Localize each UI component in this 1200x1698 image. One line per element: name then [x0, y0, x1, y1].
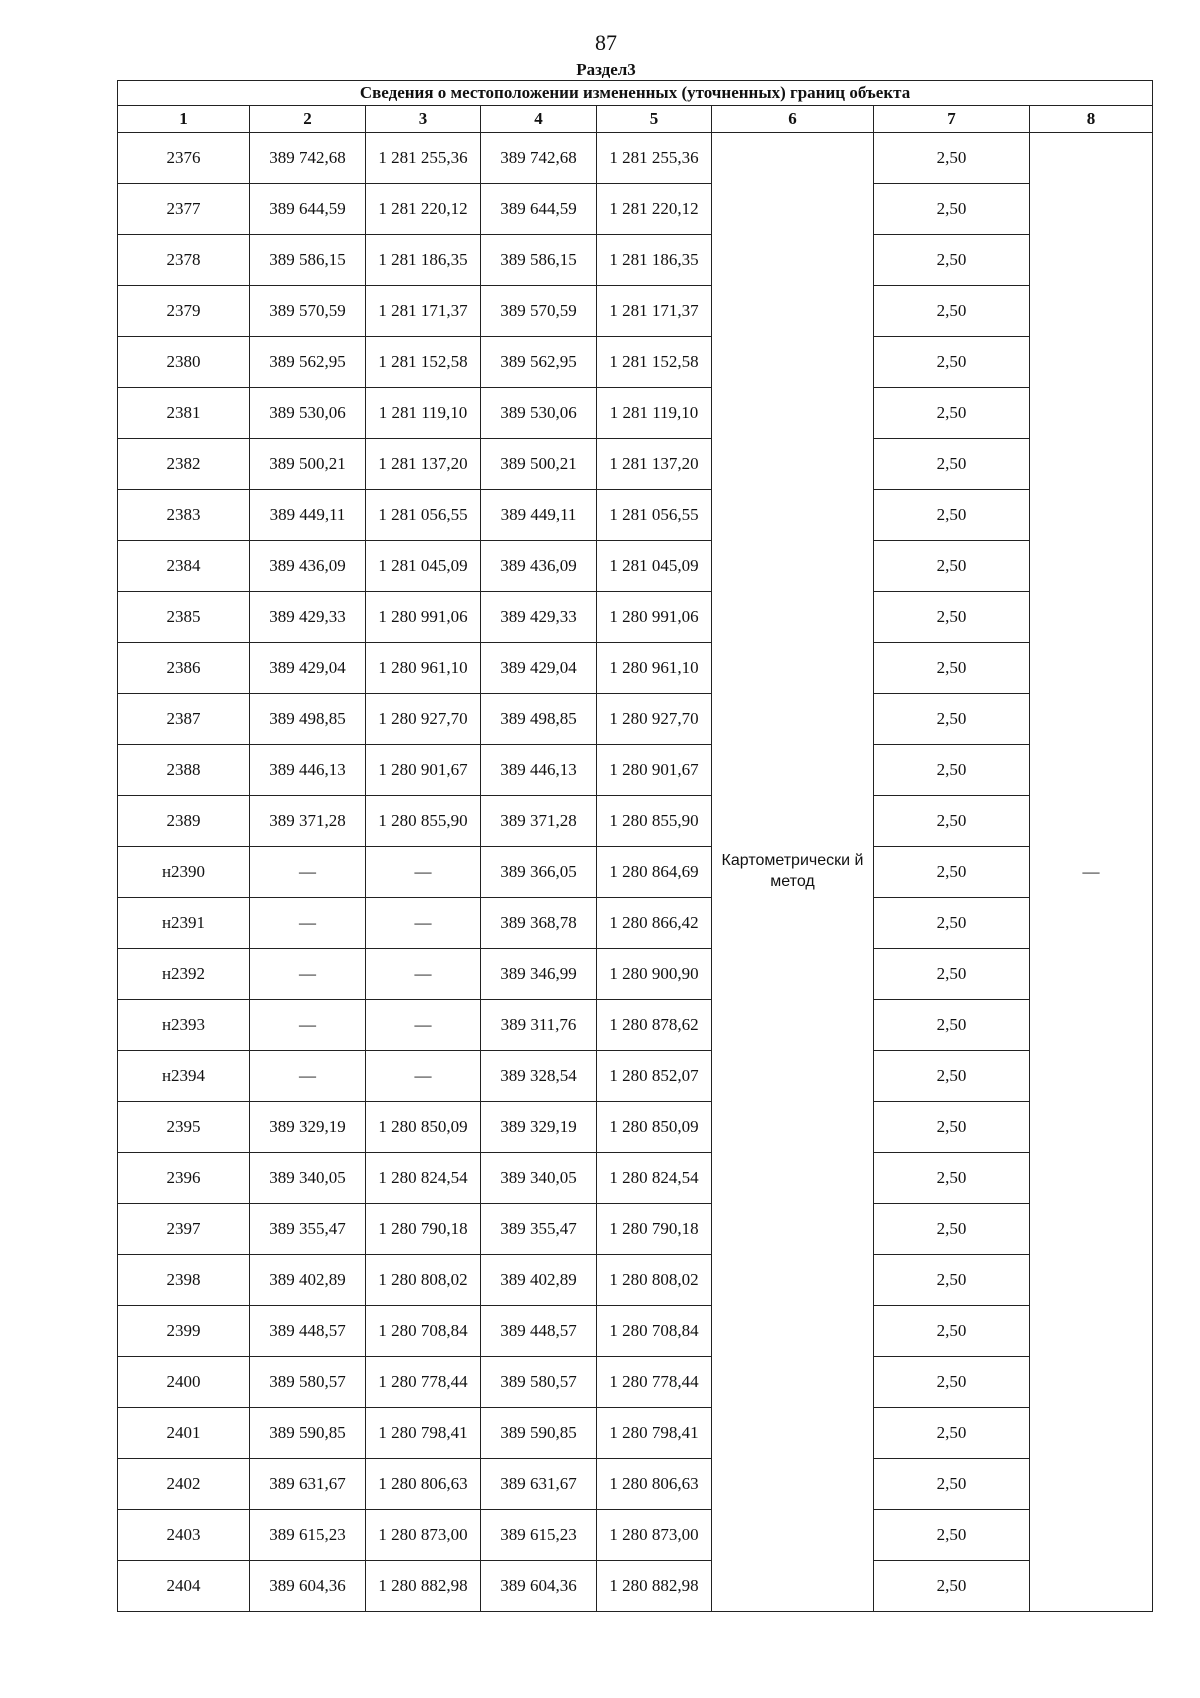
new-x-cell: 389 340,05 [481, 1153, 597, 1204]
column-number: 2 [250, 106, 366, 133]
new-x-cell: 389 402,89 [481, 1255, 597, 1306]
new-x-cell: 389 366,05 [481, 847, 597, 898]
new-y-cell: 1 281 255,36 [597, 133, 712, 184]
new-x-cell: 389 328,54 [481, 1051, 597, 1102]
old-y-cell: 1 281 171,37 [366, 286, 481, 337]
point-number-cell: н2391 [118, 898, 250, 949]
new-x-cell: 389 631,67 [481, 1459, 597, 1510]
old-y-cell: 1 281 056,55 [366, 490, 481, 541]
old-x-cell: 389 340,05 [250, 1153, 366, 1204]
table-row [118, 490, 1153, 541]
old-x-cell: — [250, 898, 366, 949]
new-y-cell: 1 280 882,98 [597, 1561, 712, 1612]
new-y-cell: 1 281 152,58 [597, 337, 712, 388]
table-row [118, 1153, 1153, 1204]
new-x-cell: 389 562,95 [481, 337, 597, 388]
table-row [118, 388, 1153, 439]
table-row [118, 439, 1153, 490]
old-x-cell: 389 570,59 [250, 286, 366, 337]
new-x-cell: 389 604,36 [481, 1561, 597, 1612]
old-y-cell: 1 281 186,35 [366, 235, 481, 286]
new-y-cell: 1 280 824,54 [597, 1153, 712, 1204]
table-row [118, 1102, 1153, 1153]
table-row [118, 235, 1153, 286]
table-row [118, 1357, 1153, 1408]
point-number-cell: 2378 [118, 235, 250, 286]
point-number-cell: 2379 [118, 286, 250, 337]
point-number-cell: 2382 [118, 439, 250, 490]
accuracy-cell: 2,50 [874, 184, 1030, 235]
new-x-cell: 389 586,15 [481, 235, 597, 286]
point-number-cell: 2402 [118, 1459, 250, 1510]
point-number-cell: 2387 [118, 694, 250, 745]
point-number-cell: 2385 [118, 592, 250, 643]
point-number-cell: 2376 [118, 133, 250, 184]
point-number-cell: 2386 [118, 643, 250, 694]
old-y-cell: — [366, 949, 481, 1000]
old-x-cell: 389 590,85 [250, 1408, 366, 1459]
old-y-cell: 1 281 152,58 [366, 337, 481, 388]
new-y-cell: 1 280 806,63 [597, 1459, 712, 1510]
table-row [118, 133, 1153, 184]
new-x-cell: 389 580,57 [481, 1357, 597, 1408]
table-row [118, 1459, 1153, 1510]
new-y-cell: 1 281 171,37 [597, 286, 712, 337]
old-y-cell: 1 280 798,41 [366, 1408, 481, 1459]
old-y-cell: 1 281 137,20 [366, 439, 481, 490]
page-number: 87 [595, 30, 617, 55]
method-cell: Картометрически й метод [712, 133, 874, 1612]
new-x-cell: 389 570,59 [481, 286, 597, 337]
accuracy-cell: 2,50 [874, 1204, 1030, 1255]
table-row [118, 1255, 1153, 1306]
table-row [118, 184, 1153, 235]
new-y-cell: 1 280 866,42 [597, 898, 712, 949]
new-y-cell: 1 280 708,84 [597, 1306, 712, 1357]
new-x-cell: 389 498,85 [481, 694, 597, 745]
old-x-cell: 389 449,11 [250, 490, 366, 541]
point-number-cell: 2388 [118, 745, 250, 796]
old-x-cell: 389 402,89 [250, 1255, 366, 1306]
new-y-cell: 1 280 855,90 [597, 796, 712, 847]
accuracy-cell: 2,50 [874, 1306, 1030, 1357]
new-x-cell: 389 446,13 [481, 745, 597, 796]
old-x-cell: 389 429,04 [250, 643, 366, 694]
point-number-cell: 2384 [118, 541, 250, 592]
old-x-cell: 389 530,06 [250, 388, 366, 439]
table-row [118, 1000, 1153, 1051]
accuracy-cell: 2,50 [874, 796, 1030, 847]
table-row [118, 592, 1153, 643]
section-title: Раздел3 [576, 60, 636, 79]
old-y-cell: 1 280 808,02 [366, 1255, 481, 1306]
column-number: 3 [366, 106, 481, 133]
old-x-cell: 389 631,67 [250, 1459, 366, 1510]
old-y-cell: 1 280 824,54 [366, 1153, 481, 1204]
accuracy-cell: 2,50 [874, 1000, 1030, 1051]
old-x-cell: — [250, 847, 366, 898]
new-x-cell: 389 329,19 [481, 1102, 597, 1153]
column-number: 6 [712, 106, 874, 133]
new-y-cell: 1 280 991,06 [597, 592, 712, 643]
table-row [118, 1051, 1153, 1102]
new-x-cell: 389 448,57 [481, 1306, 597, 1357]
point-number-cell: 2399 [118, 1306, 250, 1357]
new-y-cell: 1 281 119,10 [597, 388, 712, 439]
new-x-cell: 389 449,11 [481, 490, 597, 541]
new-x-cell: 389 429,04 [481, 643, 597, 694]
old-y-cell: — [366, 898, 481, 949]
old-x-cell: — [250, 1051, 366, 1102]
old-x-cell: 389 436,09 [250, 541, 366, 592]
accuracy-cell: 2,50 [874, 694, 1030, 745]
accuracy-cell: 2,50 [874, 439, 1030, 490]
old-x-cell: 389 498,85 [250, 694, 366, 745]
accuracy-cell: 2,50 [874, 1408, 1030, 1459]
point-number-cell: 2398 [118, 1255, 250, 1306]
table-row [118, 796, 1153, 847]
old-y-cell: — [366, 847, 481, 898]
point-number-cell: 2381 [118, 388, 250, 439]
table-row [118, 1408, 1153, 1459]
new-x-cell: 389 590,85 [481, 1408, 597, 1459]
new-y-cell: 1 280 778,44 [597, 1357, 712, 1408]
old-x-cell: 389 562,95 [250, 337, 366, 388]
new-y-cell: 1 280 798,41 [597, 1408, 712, 1459]
table-row [118, 1306, 1153, 1357]
new-x-cell: 389 500,21 [481, 439, 597, 490]
point-number-cell: 2397 [118, 1204, 250, 1255]
old-y-cell: 1 280 708,84 [366, 1306, 481, 1357]
old-x-cell: — [250, 949, 366, 1000]
column-number: 1 [118, 106, 250, 133]
new-x-cell: 389 644,59 [481, 184, 597, 235]
new-y-cell: 1 280 927,70 [597, 694, 712, 745]
old-y-cell: — [366, 1051, 481, 1102]
accuracy-cell: 2,50 [874, 847, 1030, 898]
old-x-cell: 389 604,36 [250, 1561, 366, 1612]
accuracy-cell: 2,50 [874, 898, 1030, 949]
new-y-cell: 1 281 137,20 [597, 439, 712, 490]
old-x-cell: — [250, 1000, 366, 1051]
new-x-cell: 389 530,06 [481, 388, 597, 439]
new-x-cell: 389 429,33 [481, 592, 597, 643]
accuracy-cell: 2,50 [874, 592, 1030, 643]
old-y-cell: 1 280 855,90 [366, 796, 481, 847]
table-row [118, 1204, 1153, 1255]
accuracy-cell: 2,50 [874, 643, 1030, 694]
new-x-cell: 389 742,68 [481, 133, 597, 184]
new-y-cell: 1 280 961,10 [597, 643, 712, 694]
new-y-cell: 1 280 808,02 [597, 1255, 712, 1306]
accuracy-cell: 2,50 [874, 286, 1030, 337]
new-y-cell: 1 280 878,62 [597, 1000, 712, 1051]
point-number-cell: 2395 [118, 1102, 250, 1153]
column8-cell: — [1030, 133, 1153, 1612]
new-y-cell: 1 281 186,35 [597, 235, 712, 286]
point-number-cell: 2403 [118, 1510, 250, 1561]
accuracy-cell: 2,50 [874, 388, 1030, 439]
old-y-cell: 1 280 901,67 [366, 745, 481, 796]
accuracy-cell: 2,50 [874, 541, 1030, 592]
old-x-cell: 389 644,59 [250, 184, 366, 235]
new-y-cell: 1 280 852,07 [597, 1051, 712, 1102]
old-x-cell: 389 355,47 [250, 1204, 366, 1255]
accuracy-cell: 2,50 [874, 235, 1030, 286]
old-y-cell: 1 280 882,98 [366, 1561, 481, 1612]
table-row [118, 286, 1153, 337]
new-y-cell: 1 280 864,69 [597, 847, 712, 898]
point-number-cell: 2401 [118, 1408, 250, 1459]
old-y-cell: 1 280 961,10 [366, 643, 481, 694]
old-x-cell: 389 500,21 [250, 439, 366, 490]
new-x-cell: 389 311,76 [481, 1000, 597, 1051]
old-y-cell: 1 280 873,00 [366, 1510, 481, 1561]
new-y-cell: 1 280 900,90 [597, 949, 712, 1000]
accuracy-cell: 2,50 [874, 490, 1030, 541]
new-y-cell: 1 281 220,12 [597, 184, 712, 235]
old-x-cell: 389 329,19 [250, 1102, 366, 1153]
table-row [118, 898, 1153, 949]
point-number-cell: 2377 [118, 184, 250, 235]
new-y-cell: 1 281 045,09 [597, 541, 712, 592]
coordinates-table [117, 80, 1153, 1612]
new-y-cell: 1 281 056,55 [597, 490, 712, 541]
old-x-cell: 389 615,23 [250, 1510, 366, 1561]
old-x-cell: 389 580,57 [250, 1357, 366, 1408]
accuracy-cell: 2,50 [874, 1561, 1030, 1612]
point-number-cell: н2390 [118, 847, 250, 898]
old-y-cell: 1 280 927,70 [366, 694, 481, 745]
old-y-cell: 1 280 806,63 [366, 1459, 481, 1510]
accuracy-cell: 2,50 [874, 1255, 1030, 1306]
table-row [118, 1510, 1153, 1561]
accuracy-cell: 2,50 [874, 1102, 1030, 1153]
point-number-cell: н2392 [118, 949, 250, 1000]
point-number-cell: н2394 [118, 1051, 250, 1102]
column-number: 5 [597, 106, 712, 133]
old-y-cell: 1 280 790,18 [366, 1204, 481, 1255]
accuracy-cell: 2,50 [874, 133, 1030, 184]
old-y-cell: 1 281 255,36 [366, 133, 481, 184]
new-x-cell: 389 615,23 [481, 1510, 597, 1561]
accuracy-cell: 2,50 [874, 337, 1030, 388]
new-x-cell: 389 436,09 [481, 541, 597, 592]
new-y-cell: 1 280 850,09 [597, 1102, 712, 1153]
old-y-cell: 1 281 045,09 [366, 541, 481, 592]
point-number-cell: 2383 [118, 490, 250, 541]
table-row [118, 949, 1153, 1000]
new-y-cell: 1 280 873,00 [597, 1510, 712, 1561]
new-x-cell: 389 346,99 [481, 949, 597, 1000]
table-row [118, 337, 1153, 388]
point-number-cell: 2389 [118, 796, 250, 847]
old-y-cell: 1 280 850,09 [366, 1102, 481, 1153]
point-number-cell: н2393 [118, 1000, 250, 1051]
accuracy-cell: 2,50 [874, 1153, 1030, 1204]
old-x-cell: 389 371,28 [250, 796, 366, 847]
table-row [118, 643, 1153, 694]
old-x-cell: 389 742,68 [250, 133, 366, 184]
table-row [118, 1561, 1153, 1612]
accuracy-cell: 2,50 [874, 1459, 1030, 1510]
accuracy-cell: 2,50 [874, 949, 1030, 1000]
point-number-cell: 2380 [118, 337, 250, 388]
column-number: 7 [874, 106, 1030, 133]
table-caption: Сведения о местоположении измененных (уточненных) границ объекта [118, 81, 1153, 106]
point-number-cell: 2400 [118, 1357, 250, 1408]
column-number-row [118, 106, 1153, 133]
point-number-cell: 2396 [118, 1153, 250, 1204]
old-x-cell: 389 586,15 [250, 235, 366, 286]
new-y-cell: 1 280 790,18 [597, 1204, 712, 1255]
point-number-cell: 2404 [118, 1561, 250, 1612]
table-row [118, 847, 1153, 898]
column-number: 8 [1030, 106, 1153, 133]
new-y-cell: 1 280 901,67 [597, 745, 712, 796]
old-y-cell: 1 280 778,44 [366, 1357, 481, 1408]
table-row [118, 745, 1153, 796]
accuracy-cell: 2,50 [874, 1510, 1030, 1561]
new-x-cell: 389 371,28 [481, 796, 597, 847]
accuracy-cell: 2,50 [874, 745, 1030, 796]
new-x-cell: 389 368,78 [481, 898, 597, 949]
accuracy-cell: 2,50 [874, 1051, 1030, 1102]
old-x-cell: 389 448,57 [250, 1306, 366, 1357]
old-y-cell: 1 281 119,10 [366, 388, 481, 439]
old-y-cell: 1 280 991,06 [366, 592, 481, 643]
accuracy-cell: 2,50 [874, 1357, 1030, 1408]
old-x-cell: 389 446,13 [250, 745, 366, 796]
table-row [118, 541, 1153, 592]
table-body [118, 133, 1153, 1612]
table-row [118, 694, 1153, 745]
old-y-cell: 1 281 220,12 [366, 184, 481, 235]
old-x-cell: 389 429,33 [250, 592, 366, 643]
old-y-cell: — [366, 1000, 481, 1051]
new-x-cell: 389 355,47 [481, 1204, 597, 1255]
column-number: 4 [481, 106, 597, 133]
